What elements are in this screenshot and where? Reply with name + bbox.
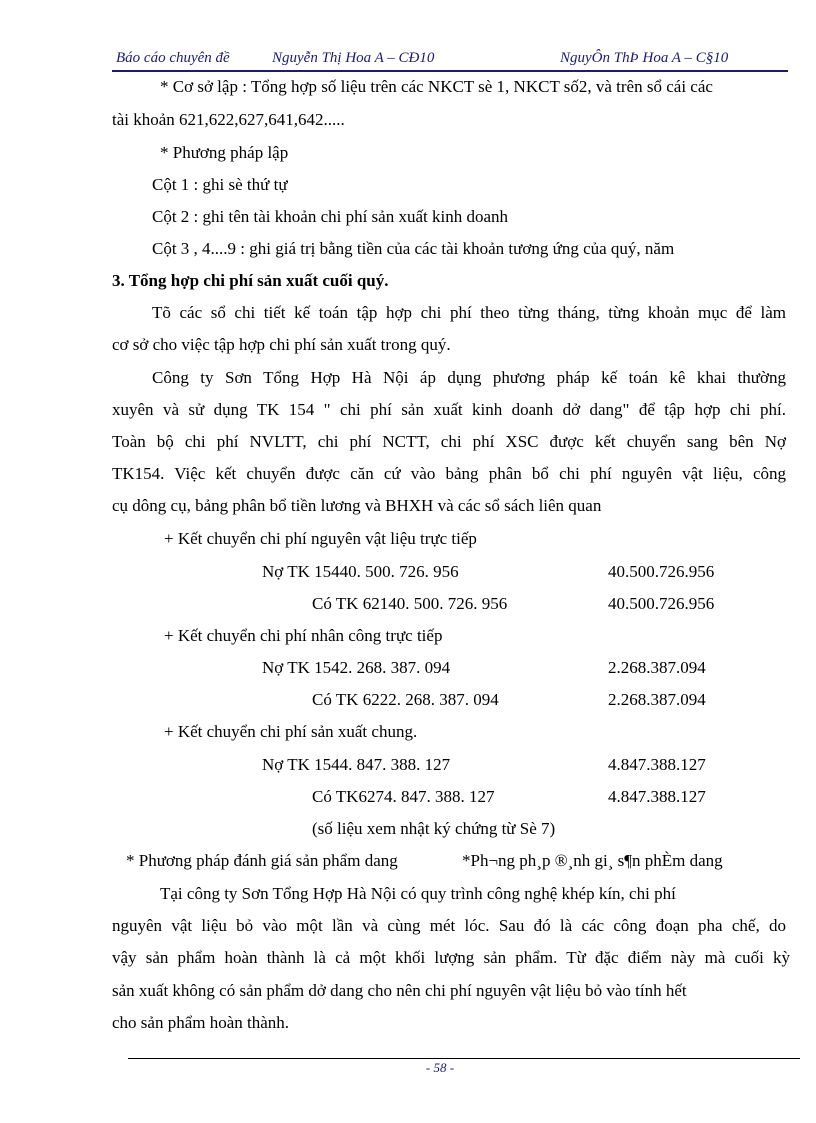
entry-amount: 2.268.387.094 <box>608 658 706 677</box>
transfer-overhead: + Kết chuyển chi phí sản xuất chung. <box>164 722 418 741</box>
section-heading: 3. Tổng hợp chi phí sản xuất cuối quý. <box>112 271 389 290</box>
paragraph-2-line-5: cụ dông cụ, bảng phân bổ tiền lương và BHXH và các sổ sách liên quan <box>112 496 602 515</box>
paragraph-2-line-2: xuyên và sử dụng TK 154 " chi phí sản xuất kinh doanh dở dang" để tập hợp chi phí. <box>112 400 786 419</box>
entry-credit: Có TK6274. 847. 388. 127 <box>312 787 495 806</box>
column-3-9: Cột 3 , 4....9 : ghi giá trị bằng tiền của các tài khoản tương ứng của quý, năm <box>152 239 675 258</box>
entry-amount: 4.847.388.127 <box>608 755 706 774</box>
transfer-materials: + Kết chuyển chi phí nguyên vật liệu trực tiếp <box>164 529 477 548</box>
paragraph-3-line-3: vậy sản phẩm hoàn thành là cả một khối lượng sản phẩm. Từ đặc điểm này mà cuối kỳ <box>112 948 790 967</box>
entry-debit: Nợ TK 1544. 847. 388. 127 <box>262 755 451 774</box>
paragraph-2-line-1: Công ty Sơn Tổng Hợp Hà Nội áp dụng phương pháp kế toán kê khai thường <box>152 368 786 387</box>
entry-debit: Nợ TK 15440. 500. 726. 956 <box>262 562 459 581</box>
paragraph-1-line-2: cơ sở cho việc tập hợp chi phí sản xuất trong quý. <box>112 335 451 354</box>
paragraph-2-line-4: TK154. Việc kết chuyển được căn cứ vào bảng phân bổ chi phí nguyên vật liệu, công <box>112 464 786 483</box>
paragraph-2-line-3: Toàn bộ chi phí NVLTT, chi phí NCTT, chi phí XSC được kết chuyển sang bên Nợ <box>112 432 786 451</box>
column-2: Cột 2 : ghi tên tài khoản chi phí sản xuất kinh doanh <box>152 207 509 226</box>
entry-amount: 40.500.726.956 <box>608 594 715 613</box>
entry-credit: Có TK 6222. 268. 387. 094 <box>312 690 499 709</box>
page-header <box>112 48 788 72</box>
transfer-labor: + Kết chuyển chi phí nhân công trực tiếp <box>164 626 443 645</box>
page-number: - 58 - <box>425 1060 455 1075</box>
entry-credit: Có TK 62140. 500. 726. 956 <box>312 594 508 613</box>
journal-note: (số liệu xem nhật ký chứng từ Sè 7) <box>312 819 556 838</box>
entry-debit: Nợ TK 1542. 268. 387. 094 <box>262 658 451 677</box>
entry-amount: 2.268.387.094 <box>608 690 706 709</box>
paragraph-3-line-1: Tại công ty Sơn Tổng Hợp Hà Nội có quy trình công nghệ khép kín, chi phí <box>160 884 676 903</box>
column-1: Cột 1 : ghi sè thứ tự <box>152 175 288 194</box>
footer-rule <box>128 1058 800 1059</box>
entry-amount: 4.847.388.127 <box>608 787 706 806</box>
header-author-legacy: NguyÔn ThÞ Hoa A – C§10 <box>560 50 729 66</box>
paragraph-3-line-2: nguyên vật liệu bỏ vào một lần và cùng mét lóc. Sau đó là các công đoạn pha chế, do <box>112 916 786 935</box>
header-author: Nguyễn Thị Hoa A – CĐ10 <box>272 50 435 66</box>
basis-line: * Cơ sở lập : Tổng hợp số liệu trên các NKCT sè 1, NKCT số2, và trên sổ cái các <box>160 77 713 96</box>
valuation-method-legacy: *Ph¬ng ph¸p ®¸nh gi¸ s¶n phÈm dang <box>462 851 723 870</box>
paragraph-1-line-1: Tõ các sổ chi tiết kế toán tập hợp chi phí theo từng tháng, từng khoản mục để làm <box>152 303 786 322</box>
method-heading: * Phương pháp lập <box>160 143 289 162</box>
entry-amount: 40.500.726.956 <box>608 562 715 581</box>
paragraph-3-line-5: cho sản phẩm hoàn thành. <box>112 1013 290 1032</box>
header-report-type: Báo cáo chuyên đề <box>116 50 230 66</box>
accounts-line: tài khoản 621,622,627,641,642..... <box>112 110 345 129</box>
paragraph-3-line-4: sản xuất không có sản phẩm dở dang cho nên chi phí nguyên vật liệu bỏ vào tính hết <box>112 981 687 1000</box>
valuation-method-heading: * Phương pháp đánh giá sản phẩm dang <box>126 851 398 870</box>
